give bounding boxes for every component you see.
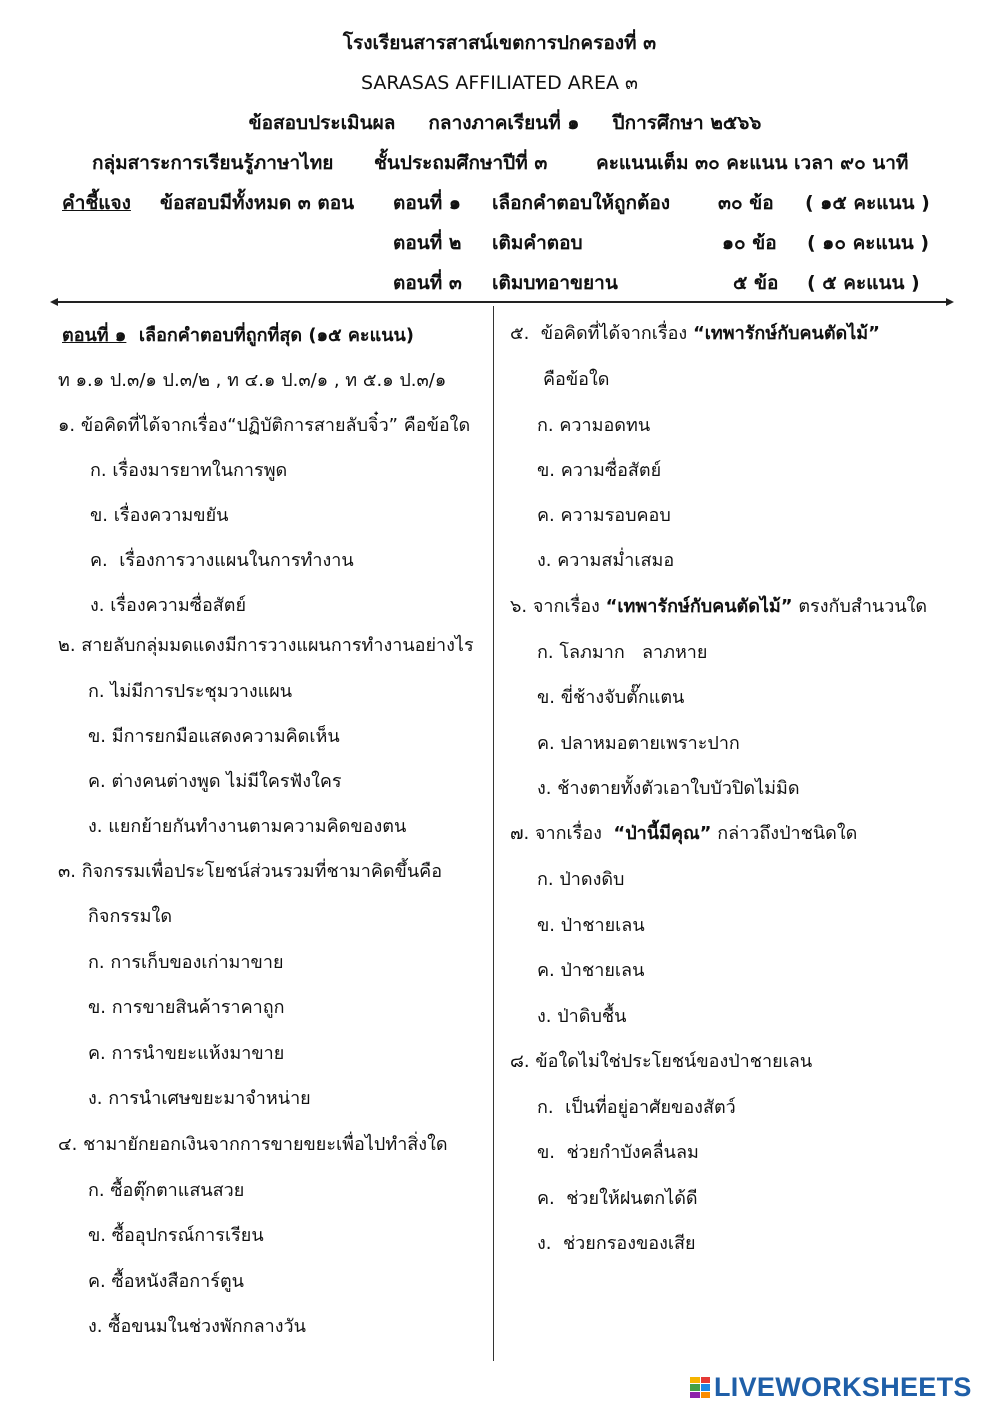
choice[interactable]: ง. ช้างตายทั้งตัวเอาใบบัวปิดไม่มิด [537, 778, 800, 799]
choice[interactable]: ค. ซื้อหนังสือการ์ตูน [88, 1271, 244, 1292]
question-8: ๘. ข้อใดไม่ใช่ประโยชน์ของป่าชายเลน [510, 1051, 813, 1072]
choice[interactable]: ก. เรื่องมารยาทในการพูด [90, 460, 288, 481]
score-time: คะแนนเต็ม ๓๐ คะแนน เวลา ๙๐ นาที [596, 152, 909, 174]
instructions-summary: ข้อสอบมีทั้งหมด ๓ ตอน [160, 192, 355, 214]
part-desc: เติมบทอาขยาน [492, 272, 618, 294]
column-divider [493, 306, 494, 1361]
question-5-cont: คือข้อใด [543, 369, 610, 390]
part-points: ( ๑๕ คะแนน ) [805, 192, 930, 214]
choice[interactable]: ค. ความรอบคอบ [537, 505, 671, 526]
part-desc: เลือกคำตอบให้ถูกต้อง [492, 192, 671, 214]
choice[interactable]: ง. เรื่องความซื่อสัตย์ [90, 595, 247, 616]
part-items: ๓๐ ข้อ [718, 192, 774, 214]
part-label: ตอนที่ ๓ [393, 272, 462, 294]
choice[interactable]: ง. ซื้อขนมในช่วงพักกลางวัน [88, 1316, 306, 1337]
part-desc: เติมคำตอบ [492, 232, 583, 254]
choice[interactable]: ง. ป่าดิบชื้น [537, 1006, 627, 1027]
school-name-en: SARASAS AFFILIATED AREA ๓ [360, 72, 639, 94]
choice[interactable]: ก. เป็นที่อยู่อาศัยของสัตว์ [537, 1097, 736, 1118]
choice[interactable]: ง. แยกย้ายกันทำงานตามความคิดของตน [88, 816, 407, 837]
choice[interactable]: ข. มีการยกมือแสดงความคิดเห็น [88, 726, 340, 747]
question-6: ๖. จากเรื่อง “เทพารักษ์กับคนตัดไม้” ตรงกับสำนวนใด [510, 596, 928, 617]
question-4: ๔. ชามายักยอกเงินจากการขายขยะเพื่อไปทำสิ่งใด [58, 1134, 448, 1155]
choice[interactable]: ข. ช่วยกำบังคลื่นลม [537, 1142, 699, 1163]
exam-title: ข้อสอบประเมินผล กลางภาคเรียนที่ ๑ ปีการศึกษา ๒๕๖๖ [248, 112, 762, 134]
choice[interactable]: ค. การนำขยะแห้งมาขาย [88, 1043, 285, 1064]
question-7: ๗. จากเรื่อง “ป่านี้มีคุณ” กล่าวถึงป่าชนิดใด [510, 823, 858, 844]
part-points: ( ๕ คะแนน ) [807, 272, 920, 294]
logo-text: LIVEWORKSHEETS [714, 1372, 972, 1402]
question-3-cont: กิจกรรมใด [88, 906, 173, 927]
choice[interactable]: ค. ปลาหมอตายเพราะปาก [537, 733, 740, 754]
choice[interactable]: ก. ป่าดงดิบ [537, 869, 625, 890]
choice[interactable]: ค. เรื่องการวางแผนในการทำงาน [90, 550, 354, 571]
part-points: ( ๑๐ คะแนน ) [807, 232, 930, 254]
choice[interactable]: ข. ป่าชายเลน [537, 915, 645, 936]
cube-logo-icon [690, 1377, 710, 1399]
choice[interactable]: ง. การนำเศษขยะมาจำหน่าย [88, 1088, 311, 1109]
choice[interactable]: ก. ซื้อตุ๊กตาแสนสวย [88, 1180, 245, 1201]
choice[interactable]: ข. การขายสินค้าราคาถูก [88, 997, 285, 1018]
choice[interactable]: ง. ความสม่ำเสมอ [537, 550, 675, 571]
part-items: ๕ ข้อ [733, 272, 779, 294]
question-3: ๓. กิจกรรมเพื่อประโยชน์ส่วนรวมที่ชามาคิดขึ้นคือ [58, 861, 443, 882]
question-2: ๒. สายลับกลุ่มมดแดงมีการวางแผนการทำงานอย่างไร [58, 635, 474, 656]
section-title: ตอนที่ ๑ เลือกคำตอบที่ถูกที่สุด (๑๕ คะแนน) [62, 325, 415, 346]
choice[interactable]: ข. ขี่ช้างจับตั๊กแตน [537, 687, 685, 708]
choice[interactable]: ข. ความซื่อสัตย์ [537, 460, 662, 481]
instructions-label: คำชี้แจง [62, 192, 131, 214]
standards: ท ๑.๑ ป.๓/๑ ป.๓/๒ , ท ๔.๑ ป.๓/๑ , ท ๕.๑ ป.๓/๑ [58, 370, 447, 391]
choice[interactable]: ข. เรื่องความขยัน [90, 505, 229, 526]
grade: ชั้นประถมศึกษาปีที่ ๓ [374, 152, 548, 174]
school-name: โรงเรียนสารสาสน์เขตการปกครองที่ ๓ [342, 32, 657, 54]
divider-rule [52, 301, 952, 303]
part-items: ๑๐ ข้อ [722, 232, 777, 254]
choice[interactable]: ก. โลภมาก ลาภหาย [537, 642, 708, 663]
choice[interactable]: ก. การเก็บของเก่ามาขาย [88, 952, 284, 973]
choice[interactable]: ง. ช่วยกรองของเสีย [537, 1233, 696, 1254]
part-label: ตอนที่ ๒ [393, 232, 462, 254]
question-5: ๕. ข้อคิดที่ได้จากเรื่อง “เทพารักษ์กับคนตัดไม้” [510, 323, 880, 344]
subject: กลุ่มสาระการเรียนรู้ภาษาไทย [92, 152, 334, 174]
question-1: ๑. ข้อคิดที่ได้จากเรื่อง“ปฏิบัติการสายลับจิ๋ว” คือข้อใด [58, 415, 471, 436]
choice[interactable]: ก. ไม่มีการประชุมวางแผน [88, 681, 293, 702]
choice[interactable]: ข. ซื้ออุปกรณ์การเรียน [88, 1225, 264, 1246]
choice[interactable]: ค. ป่าชายเลน [537, 960, 645, 981]
part-label: ตอนที่ ๑ [393, 192, 461, 214]
liveworksheets-logo [690, 1372, 972, 1403]
choice[interactable]: ค. ช่วยให้ฝนตกได้ดี [537, 1188, 698, 1209]
choice[interactable]: ก. ความอดทน [537, 415, 651, 436]
choice[interactable]: ค. ต่างคนต่างพูด ไม่มีใครฟังใคร [88, 771, 342, 792]
